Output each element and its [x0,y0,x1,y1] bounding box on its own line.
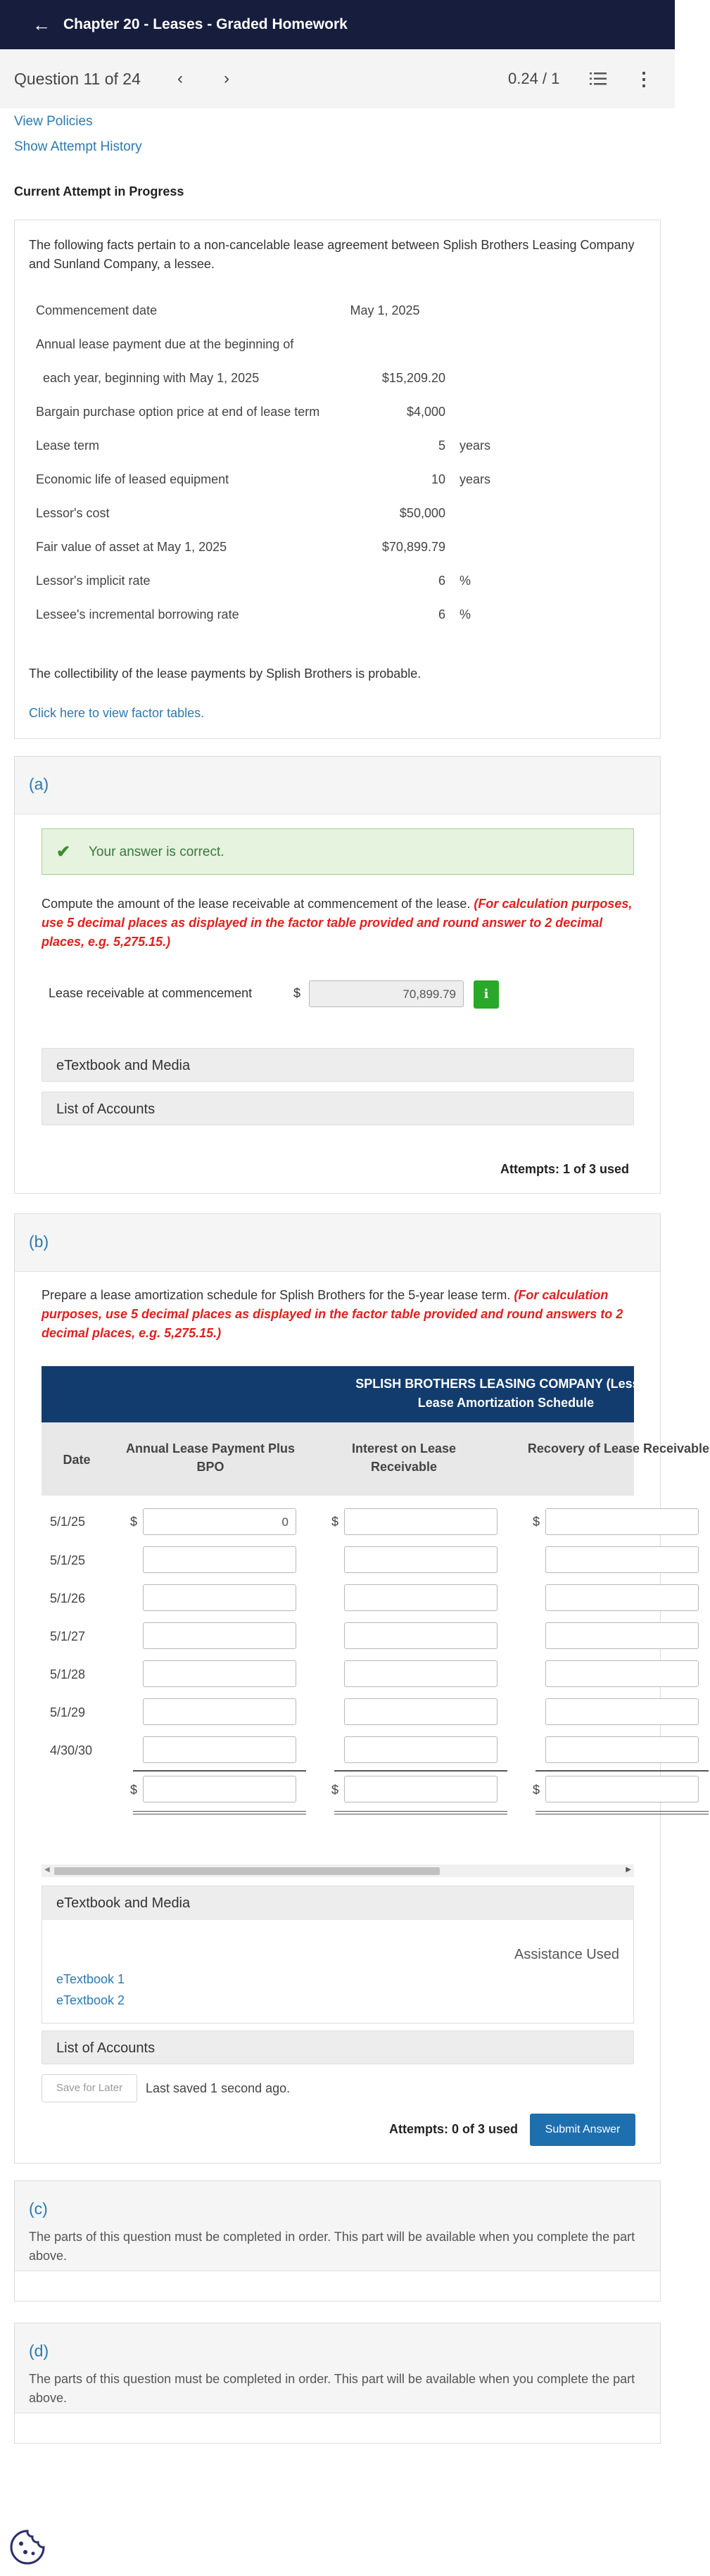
part-c-locked-message: The parts of this question must be completed in order. This part will be available when you complete the part above. [29,2230,635,2263]
submit-answer-button[interactable]: Submit Answer [530,2114,635,2146]
question-list-icon[interactable] [590,72,607,86]
row-date: 5/1/29 [50,1705,86,1719]
payment-total-input[interactable] [143,1776,296,1802]
subtotal-line [133,1770,306,1772]
part-c-header [15,2181,660,2271]
lease-receivable-input[interactable]: 70,899.79 [309,980,464,1007]
factor-tables-link[interactable]: Click here to view factor tables. [29,706,205,720]
part-b-label: (b) [29,1232,49,1251]
recovery-input[interactable] [545,1508,699,1535]
part-a-label: (a) [29,775,49,793]
last-saved-status: Last saved 1 second ago. [146,2081,291,2095]
interest-input[interactable] [344,1584,497,1611]
fact-unit: % [459,574,471,588]
fact-unit: years [459,472,491,486]
row-date: 4/30/30 [50,1743,93,1757]
show-attempt-history-link[interactable]: Show Attempt History [14,139,142,154]
currency-symbol: $ [533,1783,540,1797]
interest-input[interactable] [344,1736,497,1763]
total-line [133,1811,306,1812]
currency-symbol: $ [331,1783,339,1797]
list-of-accounts-label: List of Accounts [56,1101,156,1117]
column-header-recovery: Recovery of Lease Receivable [527,1441,710,1456]
next-question-icon[interactable]: › [224,69,229,88]
column-header-interest: Interest on Lease Receivable [351,1441,457,1474]
problem-intro-card [14,220,661,739]
payment-input[interactable] [143,1584,296,1611]
recovery-input[interactable] [545,1736,699,1763]
part-b-instruction [42,1286,640,1343]
interest-input[interactable] [344,1546,497,1573]
subtotal-line [535,1770,709,1772]
part-a-card [14,756,661,1194]
row-date: 5/1/26 [50,1591,86,1605]
currency-symbol: $ [130,1515,138,1529]
payment-input[interactable] [143,1698,296,1725]
interest-input[interactable] [344,1508,497,1535]
info-icon[interactable]: i [474,980,499,1009]
part-d-locked-message: The parts of this question must be completed in order. This part will be available when you complete the part above. [29,2372,635,2405]
rounding-note: (For calculation purposes, use 5 decimal places as displayed in the factor table provided and round answers to 2 decimal places, e.g. 5,275.15.) [42,1288,623,1340]
correct-answer-banner [42,828,634,875]
fact-label: Lease term [36,438,100,453]
part-d-label: (d) [29,2342,49,2360]
scrollbar-thumb[interactable] [54,1867,440,1875]
instruction-text: Prepare a lease amortization schedule for Splish Brothers for the 5-year lease term. [42,1288,511,1302]
part-d-header [15,2323,660,2413]
assignment-title: Chapter 20 - Leases - Graded Homework [63,16,348,32]
fact-value: $70,899.79 [381,540,445,554]
interest-input[interactable] [344,1698,497,1725]
etextbook-media-panel [42,1886,634,2023]
fact-label: Fair value of asset at May 1, 2025 [36,540,227,554]
etextbook-media-label: eTextbook and Media [56,1058,191,1073]
interest-input[interactable] [344,1660,497,1687]
payment-input[interactable] [143,1546,296,1573]
part-c-label: (c) [29,2199,48,2218]
table-title-header [42,1366,657,1422]
part-d-card [14,2323,661,2444]
question-nav-bar [0,49,675,108]
back-arrow-icon[interactable]: ← [32,14,51,35]
part-b-attempts: Attempts: 0 of 3 used [389,2122,519,2136]
part-a-header [15,757,660,814]
table-title-company: SPLISH BROTHERS LEASING COMPANY (Lessor) [355,1377,657,1391]
list-of-accounts-toggle[interactable] [42,1092,634,1125]
subtotal-line [334,1770,507,1772]
part-a-instruction [42,895,640,952]
row-date: 5/1/28 [50,1667,86,1681]
column-header-payment: Annual Lease Payment Plus BPO [125,1441,296,1474]
fact-unit: years [459,438,491,453]
row-date: 5/1/27 [50,1629,86,1643]
table-title [337,1375,675,1413]
fact-value: 10 [431,472,445,486]
etextbook-media-toggle[interactable] [42,1048,634,1082]
payment-input[interactable] [143,1736,296,1763]
fact-value: $50,000 [399,506,445,520]
previous-question-icon[interactable]: ‹ [177,69,183,88]
fact-unit: % [459,607,471,621]
top-bar [0,0,675,49]
rounding-note: (For calculation purposes, use 5 decimal places as displayed in the factor table provided and round answer to 2 decimal places, e.g. 5,275.15.) [42,897,633,949]
intro-paragraph: The following facts pertain to a non-cancelable lease agreement between Splish Brothers Leasing Company and Sunland Company, a lessee. [29,238,635,271]
lease-receivable-label: Lease receivable at commencement [49,986,253,1000]
checkmark-icon: ✔ [56,842,71,861]
table-title-schedule: Lease Amortization Schedule [417,1396,595,1410]
fact-value: 6 [438,574,445,588]
currency-symbol: $ [130,1783,138,1797]
scroll-right-icon[interactable]: ▶ [626,1866,631,1874]
row-date: 5/1/25 [50,1553,86,1567]
table-horizontal-scrollbar[interactable] [42,1864,634,1877]
payment-input[interactable]: 0 [143,1508,296,1535]
fact-value: 5 [438,438,445,453]
cookie-preferences-icon[interactable] [8,2528,46,2566]
recovery-input[interactable] [545,1546,699,1573]
list-of-accounts-toggle[interactable] [42,2031,634,2064]
fact-value: 6 [438,607,445,621]
view-policies-link[interactable]: View Policies [14,114,93,129]
fact-value: May 1, 2025 [350,303,420,317]
column-headers [42,1422,710,1496]
more-options-icon[interactable]: ⋮ [635,68,653,89]
current-attempt-heading: Current Attempt in Progress [14,184,184,198]
fact-label: Lessor's cost [36,506,110,520]
assistance-used-label: Assistance Used [514,1947,619,1962]
recovery-input[interactable] [545,1660,699,1687]
payment-input[interactable] [143,1622,296,1649]
payment-input[interactable] [143,1660,296,1687]
fact-value: $4,000 [406,405,445,419]
scroll-left-icon[interactable]: ◀ [44,1866,50,1874]
part-b-card [14,1213,710,2164]
currency-symbol: $ [293,986,301,1000]
etextbook-1-link[interactable]: eTextbook 1 [56,1972,125,1986]
question-score: 0.24 / 1 [508,70,560,87]
part-c-card [14,2180,661,2302]
recovery-input[interactable] [545,1584,699,1611]
currency-symbol: $ [533,1515,540,1529]
etextbook-media-label: eTextbook and Media [56,1895,191,1911]
interest-input[interactable] [344,1622,497,1649]
amortization-schedule-table [42,1366,710,1873]
fact-label: Lessor's implicit rate [36,574,151,588]
correct-answer-message: Your answer is correct. [89,845,224,859]
total-line [334,1811,507,1812]
part-b-header [15,1214,660,1272]
recovery-input[interactable] [545,1698,699,1725]
fact-value: $15,209.20 [381,371,445,385]
etextbook-2-link[interactable]: eTextbook 2 [56,1993,125,2007]
total-line [535,1811,709,1812]
fact-label: Economic life of leased equipment [36,472,229,486]
fact-label: each year, beginning with May 1, 2025 [43,371,260,385]
part-a-attempts: Attempts: 1 of 3 used [500,1162,630,1176]
fact-label: Lessee's incremental borrowing rate [36,607,239,621]
interest-total-input[interactable] [344,1776,497,1802]
currency-symbol: $ [331,1515,339,1529]
fact-label: Annual lease payment due at the beginning of [36,337,294,351]
save-for-later-button[interactable]: Save for Later [42,2074,137,2102]
column-header-date: Date [63,1453,91,1467]
instruction-text: Compute the amount of the lease receivable at commencement of the lease. [42,897,471,911]
recovery-total-input[interactable] [545,1776,699,1802]
etextbook-media-toggle[interactable] [42,1886,633,1920]
fact-label: Commencement date [36,303,158,317]
fact-label: Bargain purchase option price at end of lease term [36,405,320,419]
list-of-accounts-label: List of Accounts [56,2040,156,2056]
question-number: Question 11 of 24 [14,69,141,88]
collectibility-note: The collectibility of the lease payments by Splish Brothers is probable. [29,667,421,681]
recovery-input[interactable] [545,1622,699,1649]
row-date: 5/1/25 [50,1515,86,1529]
